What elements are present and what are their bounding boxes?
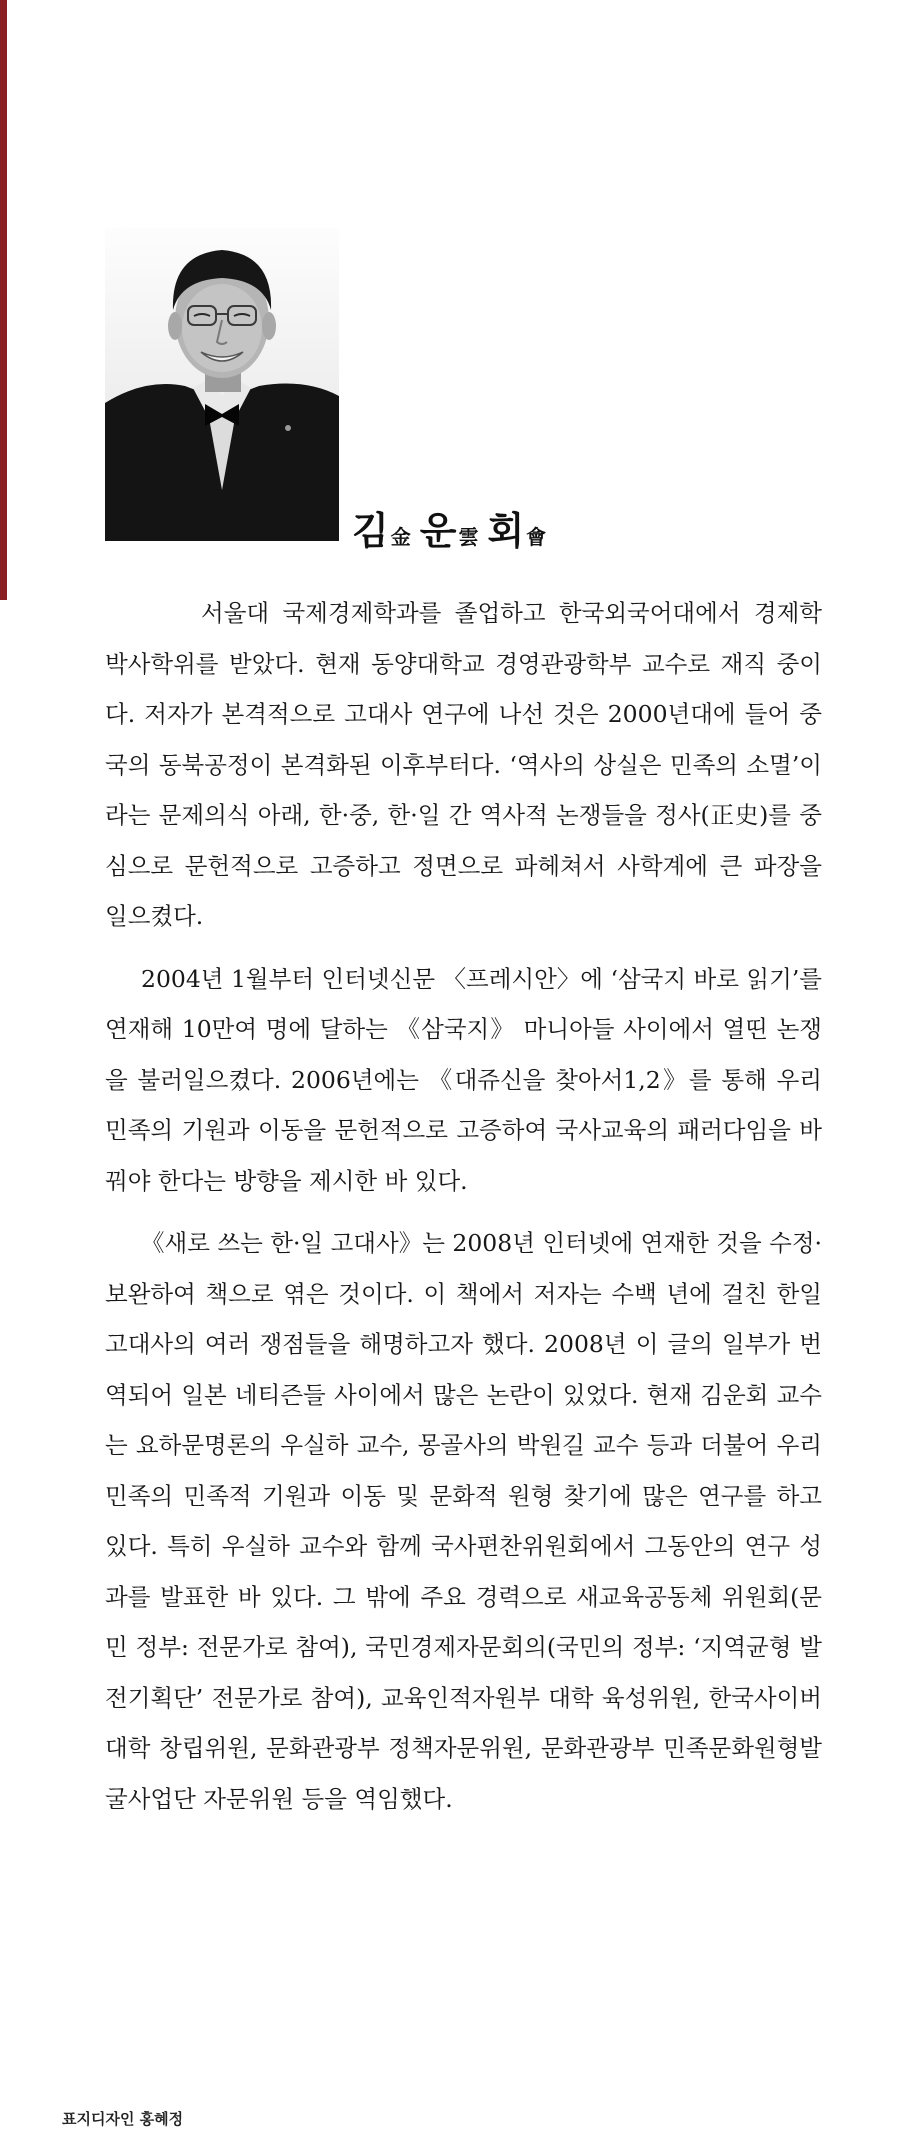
bio-paragraph-3: 《새로 쓰는 한·일 고대사》는 2008년 인터넷에 연재한 것을 수정·보완하여 책으로 엮은 것이다. 이 책에서 저자는 수백 년에 걸친 한일 고대사의 여러 쟁점들을 해명하고자 했다. 2008년 이 글의 일부가 번역되어 일본 네티즌들 사이에서 많은 논란이 있었다. 현재 김운회 교수는 요하문명론의 우실하 교수, 몽골사의 박원길 교수 등과 더불어 우리 민족의 민족적 기원과 이동 및 문화적 원형 찾기에 많은 연구를 하고 있다. 특히 우실하 교수와 함께 국사편찬위원회에서 그동안의 연구 성과를 발표한 바 있다. 그 밖에 주요 경력으로 새교육공동체 위원회(문민 정부: 전문가로 참여), 국민경제자문회의(국민의 정부: ‘지역균형 발전기획단’ 전문가로 참여), 교육인적자원부 대학 육성위원, 한국사이버대학 창립위원, 문화관광부 정책자문위원, 문화관광부 민족문화원형발굴사업단 자문위원 등을 역임했다.	[105, 1229, 822, 1813]
cover-spine-edge	[0, 0, 7, 600]
author-name-hanja-3: 會	[526, 525, 548, 549]
author-photo	[105, 228, 339, 541]
author-biography	[105, 588, 822, 1836]
author-photo-illustration	[105, 228, 339, 541]
author-name-hanja-2: 雲	[458, 525, 480, 549]
author-name-syllable-2: 운	[419, 508, 458, 553]
cover-design-credit: 표지디자인 홍혜정	[62, 2110, 184, 2128]
author-name	[352, 500, 555, 555]
bio-paragraph-2: 2004년 1월부터 인터넷신문 〈프레시안〉에 ‘삼국지 바로 읽기’를 연재해 10만여 명에 달하는 《삼국지》 마니아들 사이에서 열띤 논쟁을 불러일으켰다. 2006년에는 《대쥬신을 찾아서1,2》를 통해 우리 민족의 기원과 이동을 문헌적으로 고증하여 국사교육의 패러다임을 바꿔야 한다는 방향을 제시한 바 있다.	[105, 964, 822, 1195]
author-name-hanja-1: 金	[390, 525, 412, 549]
bio-paragraph-1: 서울대 국제경제학과를 졸업하고 한국외국어대에서 경제학 박사학위를 받았다. 현재 동양대학교 경영관광학부 교수로 재직 중이다. 저자가 본격적으로 고대사 연구에 나선 것은 2000년대에 들어 중국의 동북공정이 본격화된 이후부터다. ‘역사의 상실은 민족의 소멸’이라는 문제의식 아래, 한·중, 한·일 간 역사적 논쟁들을 정사(正史)를 중심으로 문헌적으로 고증하고 정면으로 파헤쳐서 사학계에 큰 파장을 일으켰다.	[105, 599, 822, 930]
author-name-syllable-3: 회	[487, 508, 526, 553]
author-name-syllable-1: 김	[352, 508, 390, 553]
